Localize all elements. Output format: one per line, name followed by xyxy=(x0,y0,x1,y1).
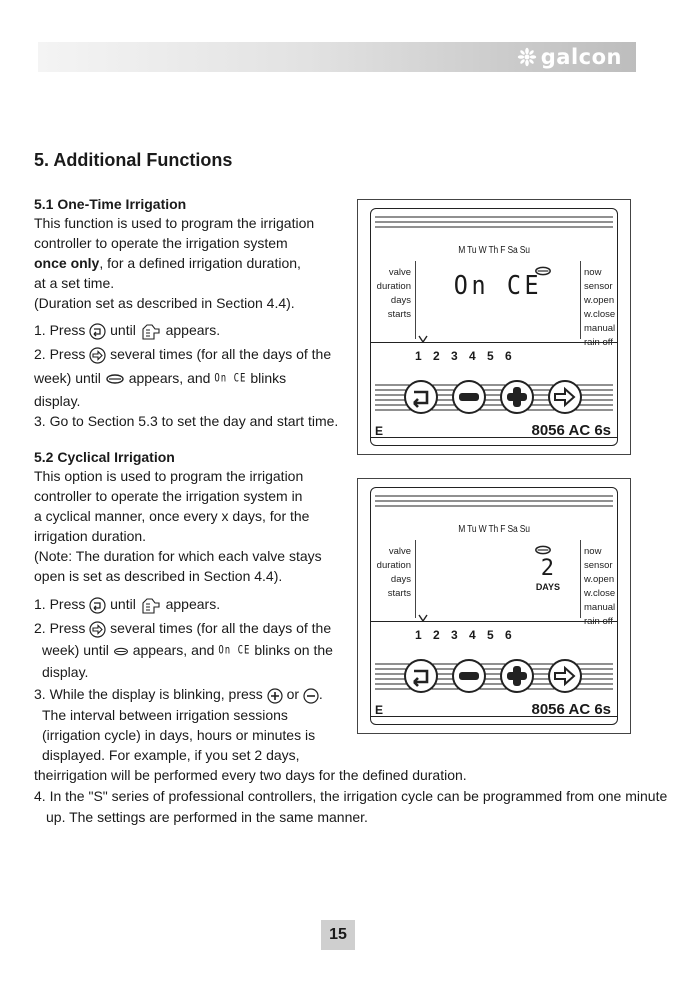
cycle-indicator-icon xyxy=(534,544,552,556)
lcd-once-text: On CE xyxy=(214,372,247,386)
lcd-days-unit: DAYS xyxy=(535,582,560,592)
flower-icon xyxy=(517,47,537,67)
minus-button-icon xyxy=(303,688,319,704)
top-lines xyxy=(371,213,617,243)
s52-steps: 1. Press until appears. 2. Press several times (for all the days of the week) until appears, and On CE blinks on the display. 3. While the display is blinking, press or . The interval between irrigation sessions (irrigation cycle) in days, hours or minutes is displayed. For example, if you set 2 days, theirrigation will be performed every two days for the defined duration. 4. In the "S" series of professional controllers, the irrigation cycle can be programmed from one minute up. The settings are performed in the same manner. xyxy=(34,596,668,826)
model-prefix: E xyxy=(375,703,384,717)
brand-name: galcon xyxy=(540,45,622,69)
next-button[interactable] xyxy=(547,379,583,415)
cycle-indicator-icon xyxy=(113,646,129,657)
next-button-icon xyxy=(89,621,106,638)
cycle-button[interactable] xyxy=(403,379,439,415)
left-labels: valve duration days starts xyxy=(376,546,411,599)
controller-panel-2 xyxy=(357,478,631,734)
next-icon xyxy=(547,379,583,415)
next-icon xyxy=(547,658,583,694)
cycle-button-icon xyxy=(89,597,106,614)
minus-button[interactable] xyxy=(451,658,487,694)
divider xyxy=(371,342,617,343)
divider xyxy=(371,621,617,622)
weekdays-row: M Tu W Th F Sa Su xyxy=(458,245,530,256)
subsection-title-5-2: 5.2 Cyclical Irrigation xyxy=(34,449,175,465)
plus-button[interactable] xyxy=(499,379,535,415)
next-button-icon xyxy=(89,347,106,364)
cycle-button-icon xyxy=(89,323,106,340)
s51-intro: This function is used to program the irrigation controller to operate the irrigation system once only, for a defined irrigation duration, at a set time. (Duration set as described in Section 4.4). xyxy=(34,215,315,311)
cycle-icon xyxy=(403,379,439,415)
tap-hand-icon xyxy=(140,321,162,341)
right-labels: now sensor w.open w.close manual rain off xyxy=(584,546,616,627)
s51-steps: 1. Press until appears. 2. Press several times (for all the days of the week) until appears, and On CE blinks display. 3. Go to Section 5.3 to set the day and start time. xyxy=(34,322,339,430)
s52-intro: This option is used to program the irrigation controller to operate the irrigation system in a cyclical manner, once every x days, for the irrigation duration. (Note: The duration for which each valve stays open is set as described in Section 4.4). xyxy=(34,468,322,584)
weekdays-row: M Tu W Th F Sa Su xyxy=(458,524,530,535)
brand-logo xyxy=(517,45,622,69)
section-title: 5. Additional Functions xyxy=(34,150,233,170)
minus-icon xyxy=(451,379,487,415)
lcd-days-value: 2 xyxy=(540,556,554,581)
top-lines xyxy=(371,492,617,522)
controller-panel-1 xyxy=(357,199,631,455)
tap-hand-icon xyxy=(140,595,162,615)
header-bar xyxy=(38,42,636,72)
cycle-button[interactable] xyxy=(403,658,439,694)
left-labels: valve duration days starts xyxy=(376,267,411,320)
valves-row: 1 2 3 4 5 6 xyxy=(415,628,516,642)
page-number: 15 xyxy=(321,920,355,950)
model-prefix: E xyxy=(375,424,384,438)
minus-icon xyxy=(451,658,487,694)
model-name: 8056 AC 6s xyxy=(531,422,611,439)
plus-icon xyxy=(499,379,535,415)
cycle-icon xyxy=(403,658,439,694)
lcd-screen xyxy=(415,540,581,618)
controller-face xyxy=(370,208,618,446)
plus-button[interactable] xyxy=(499,658,535,694)
lcd-main-text: On CE xyxy=(453,271,543,301)
minus-button[interactable] xyxy=(451,379,487,415)
plus-icon xyxy=(499,658,535,694)
next-button[interactable] xyxy=(547,658,583,694)
subsection-title-5-1: 5.1 One-Time Irrigation xyxy=(34,196,187,212)
model-name: 8056 AC 6s xyxy=(531,701,611,718)
valves-row: 1 2 3 4 5 6 xyxy=(415,349,516,363)
lcd-screen xyxy=(415,261,581,339)
right-labels: now sensor w.open w.close manual rain off xyxy=(584,267,616,348)
cycle-indicator-icon xyxy=(105,373,125,385)
lcd-once-text: On CE xyxy=(218,644,251,658)
controller-face xyxy=(370,487,618,725)
plus-button-icon xyxy=(267,688,283,704)
